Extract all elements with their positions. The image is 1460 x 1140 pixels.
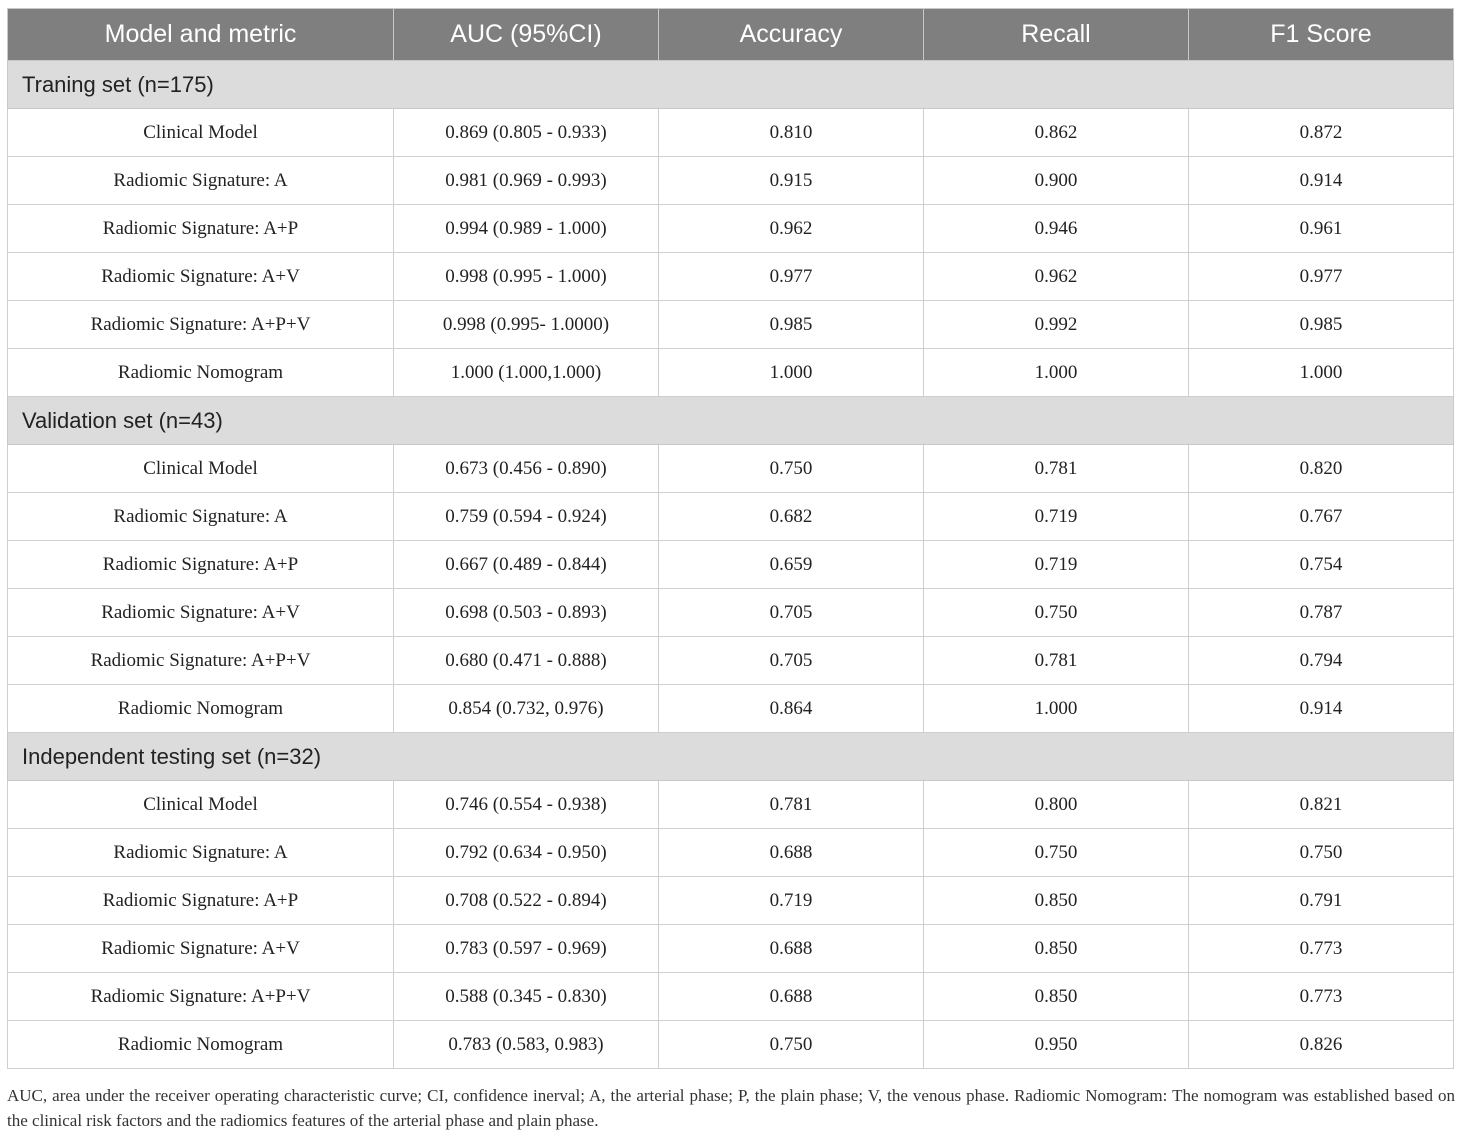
accuracy-cell: 0.962 bbox=[659, 205, 924, 253]
auc-cell: 0.667 (0.489 - 0.844) bbox=[394, 541, 659, 589]
header-model-and-metric: Model and metric bbox=[8, 9, 394, 61]
accuracy-cell: 0.985 bbox=[659, 301, 924, 349]
f1-score-cell: 0.821 bbox=[1189, 781, 1454, 829]
auc-cell: 0.759 (0.594 - 0.924) bbox=[394, 493, 659, 541]
auc-cell: 0.792 (0.634 - 0.950) bbox=[394, 829, 659, 877]
recall-cell: 0.962 bbox=[924, 253, 1189, 301]
model-name-cell: Radiomic Signature: A bbox=[8, 829, 394, 877]
accuracy-cell: 0.781 bbox=[659, 781, 924, 829]
recall-cell: 0.719 bbox=[924, 541, 1189, 589]
f1-score-cell: 1.000 bbox=[1189, 349, 1454, 397]
recall-cell: 0.850 bbox=[924, 877, 1189, 925]
auc-cell: 0.869 (0.805 - 0.933) bbox=[394, 109, 659, 157]
results-table-container bbox=[7, 8, 1453, 1069]
model-name-cell: Clinical Model bbox=[8, 109, 394, 157]
table-header bbox=[8, 9, 1454, 61]
table-row bbox=[8, 589, 1454, 637]
model-name-cell: Clinical Model bbox=[8, 445, 394, 493]
table-row bbox=[8, 349, 1454, 397]
f1-score-cell: 0.754 bbox=[1189, 541, 1454, 589]
recall-cell: 0.950 bbox=[924, 1021, 1189, 1069]
model-name-cell: Radiomic Signature: A+P bbox=[8, 541, 394, 589]
recall-cell: 0.800 bbox=[924, 781, 1189, 829]
model-name-cell: Radiomic Signature: A+V bbox=[8, 589, 394, 637]
table-row bbox=[8, 973, 1454, 1021]
recall-cell: 0.750 bbox=[924, 589, 1189, 637]
table-row bbox=[8, 637, 1454, 685]
f1-score-cell: 0.820 bbox=[1189, 445, 1454, 493]
accuracy-cell: 0.719 bbox=[659, 877, 924, 925]
auc-cell: 0.783 (0.597 - 0.969) bbox=[394, 925, 659, 973]
table-row bbox=[8, 877, 1454, 925]
auc-cell: 0.981 (0.969 - 0.993) bbox=[394, 157, 659, 205]
f1-score-cell: 0.961 bbox=[1189, 205, 1454, 253]
accuracy-cell: 0.682 bbox=[659, 493, 924, 541]
f1-score-cell: 0.985 bbox=[1189, 301, 1454, 349]
accuracy-cell: 0.659 bbox=[659, 541, 924, 589]
model-performance-table bbox=[7, 8, 1454, 1069]
model-name-cell: Radiomic Signature: A bbox=[8, 157, 394, 205]
section-title: Validation set (n=43) bbox=[8, 397, 1454, 445]
table-footnote: AUC, area under the receiver operating characteristic curve; CI, confidence inerval; A, the arterial phase; P, the plain phase; V, the venous phase. Radiomic Nomogram: The nomogram was established based on the clinical risk factors and the radiomics features of the arterial phase and plain phase. bbox=[7, 1086, 1455, 1130]
model-name-cell: Radiomic Nomogram bbox=[8, 685, 394, 733]
accuracy-cell: 0.705 bbox=[659, 589, 924, 637]
recall-cell: 1.000 bbox=[924, 685, 1189, 733]
table-row bbox=[8, 157, 1454, 205]
recall-cell: 0.781 bbox=[924, 445, 1189, 493]
auc-cell: 0.680 (0.471 - 0.888) bbox=[394, 637, 659, 685]
f1-score-cell: 0.977 bbox=[1189, 253, 1454, 301]
model-name-cell: Radiomic Signature: A+V bbox=[8, 253, 394, 301]
table-row bbox=[8, 1021, 1454, 1069]
table-row bbox=[8, 685, 1454, 733]
table-row bbox=[8, 541, 1454, 589]
header-f1-score: F1 Score bbox=[1189, 9, 1454, 61]
accuracy-cell: 0.750 bbox=[659, 1021, 924, 1069]
accuracy-cell: 0.705 bbox=[659, 637, 924, 685]
accuracy-cell: 0.688 bbox=[659, 925, 924, 973]
model-name-cell: Radiomic Signature: A+V bbox=[8, 925, 394, 973]
table-row bbox=[8, 829, 1454, 877]
auc-cell: 0.708 (0.522 - 0.894) bbox=[394, 877, 659, 925]
table-row bbox=[8, 109, 1454, 157]
recall-cell: 0.719 bbox=[924, 493, 1189, 541]
recall-cell: 0.946 bbox=[924, 205, 1189, 253]
recall-cell: 0.862 bbox=[924, 109, 1189, 157]
model-name-cell: Radiomic Signature: A+P bbox=[8, 877, 394, 925]
f1-score-cell: 0.773 bbox=[1189, 973, 1454, 1021]
section-row bbox=[8, 61, 1454, 109]
f1-score-cell: 0.791 bbox=[1189, 877, 1454, 925]
model-name-cell: Clinical Model bbox=[8, 781, 394, 829]
recall-cell: 0.750 bbox=[924, 829, 1189, 877]
f1-score-cell: 0.794 bbox=[1189, 637, 1454, 685]
accuracy-cell: 0.688 bbox=[659, 973, 924, 1021]
section-title: Independent testing set (n=32) bbox=[8, 733, 1454, 781]
accuracy-cell: 1.000 bbox=[659, 349, 924, 397]
table-row bbox=[8, 925, 1454, 973]
auc-cell: 0.673 (0.456 - 0.890) bbox=[394, 445, 659, 493]
accuracy-cell: 0.864 bbox=[659, 685, 924, 733]
accuracy-cell: 0.810 bbox=[659, 109, 924, 157]
accuracy-cell: 0.915 bbox=[659, 157, 924, 205]
recall-cell: 0.900 bbox=[924, 157, 1189, 205]
table-row bbox=[8, 301, 1454, 349]
accuracy-cell: 0.977 bbox=[659, 253, 924, 301]
table-row bbox=[8, 445, 1454, 493]
model-name-cell: Radiomic Nomogram bbox=[8, 349, 394, 397]
recall-cell: 0.992 bbox=[924, 301, 1189, 349]
table-row bbox=[8, 781, 1454, 829]
auc-cell: 0.783 (0.583, 0.983) bbox=[394, 1021, 659, 1069]
auc-cell: 1.000 (1.000,1.000) bbox=[394, 349, 659, 397]
auc-cell: 0.998 (0.995 - 1.000) bbox=[394, 253, 659, 301]
table-row bbox=[8, 253, 1454, 301]
header-accuracy: Accuracy bbox=[659, 9, 924, 61]
auc-cell: 0.998 (0.995- 1.0000) bbox=[394, 301, 659, 349]
table-row bbox=[8, 205, 1454, 253]
f1-score-cell: 0.767 bbox=[1189, 493, 1454, 541]
model-name-cell: Radiomic Signature: A+P bbox=[8, 205, 394, 253]
f1-score-cell: 0.773 bbox=[1189, 925, 1454, 973]
model-name-cell: Radiomic Nomogram bbox=[8, 1021, 394, 1069]
table-row bbox=[8, 493, 1454, 541]
auc-cell: 0.698 (0.503 - 0.893) bbox=[394, 589, 659, 637]
recall-cell: 0.850 bbox=[924, 925, 1189, 973]
recall-cell: 1.000 bbox=[924, 349, 1189, 397]
accuracy-cell: 0.688 bbox=[659, 829, 924, 877]
model-name-cell: Radiomic Signature: A+P+V bbox=[8, 637, 394, 685]
auc-cell: 0.994 (0.989 - 1.000) bbox=[394, 205, 659, 253]
header-row bbox=[8, 9, 1454, 61]
recall-cell: 0.850 bbox=[924, 973, 1189, 1021]
f1-score-cell: 0.914 bbox=[1189, 685, 1454, 733]
table-body bbox=[8, 61, 1454, 1069]
auc-cell: 0.746 (0.554 - 0.938) bbox=[394, 781, 659, 829]
model-name-cell: Radiomic Signature: A bbox=[8, 493, 394, 541]
recall-cell: 0.781 bbox=[924, 637, 1189, 685]
f1-score-cell: 0.826 bbox=[1189, 1021, 1454, 1069]
model-name-cell: Radiomic Signature: A+P+V bbox=[8, 301, 394, 349]
f1-score-cell: 0.750 bbox=[1189, 829, 1454, 877]
header-auc: AUC (95%CI) bbox=[394, 9, 659, 61]
auc-cell: 0.854 (0.732, 0.976) bbox=[394, 685, 659, 733]
f1-score-cell: 0.872 bbox=[1189, 109, 1454, 157]
f1-score-cell: 0.787 bbox=[1189, 589, 1454, 637]
accuracy-cell: 0.750 bbox=[659, 445, 924, 493]
auc-cell: 0.588 (0.345 - 0.830) bbox=[394, 973, 659, 1021]
section-row bbox=[8, 397, 1454, 445]
f1-score-cell: 0.914 bbox=[1189, 157, 1454, 205]
section-row bbox=[8, 733, 1454, 781]
header-recall: Recall bbox=[924, 9, 1189, 61]
section-title: Traning set (n=175) bbox=[8, 61, 1454, 109]
model-name-cell: Radiomic Signature: A+P+V bbox=[8, 973, 394, 1021]
